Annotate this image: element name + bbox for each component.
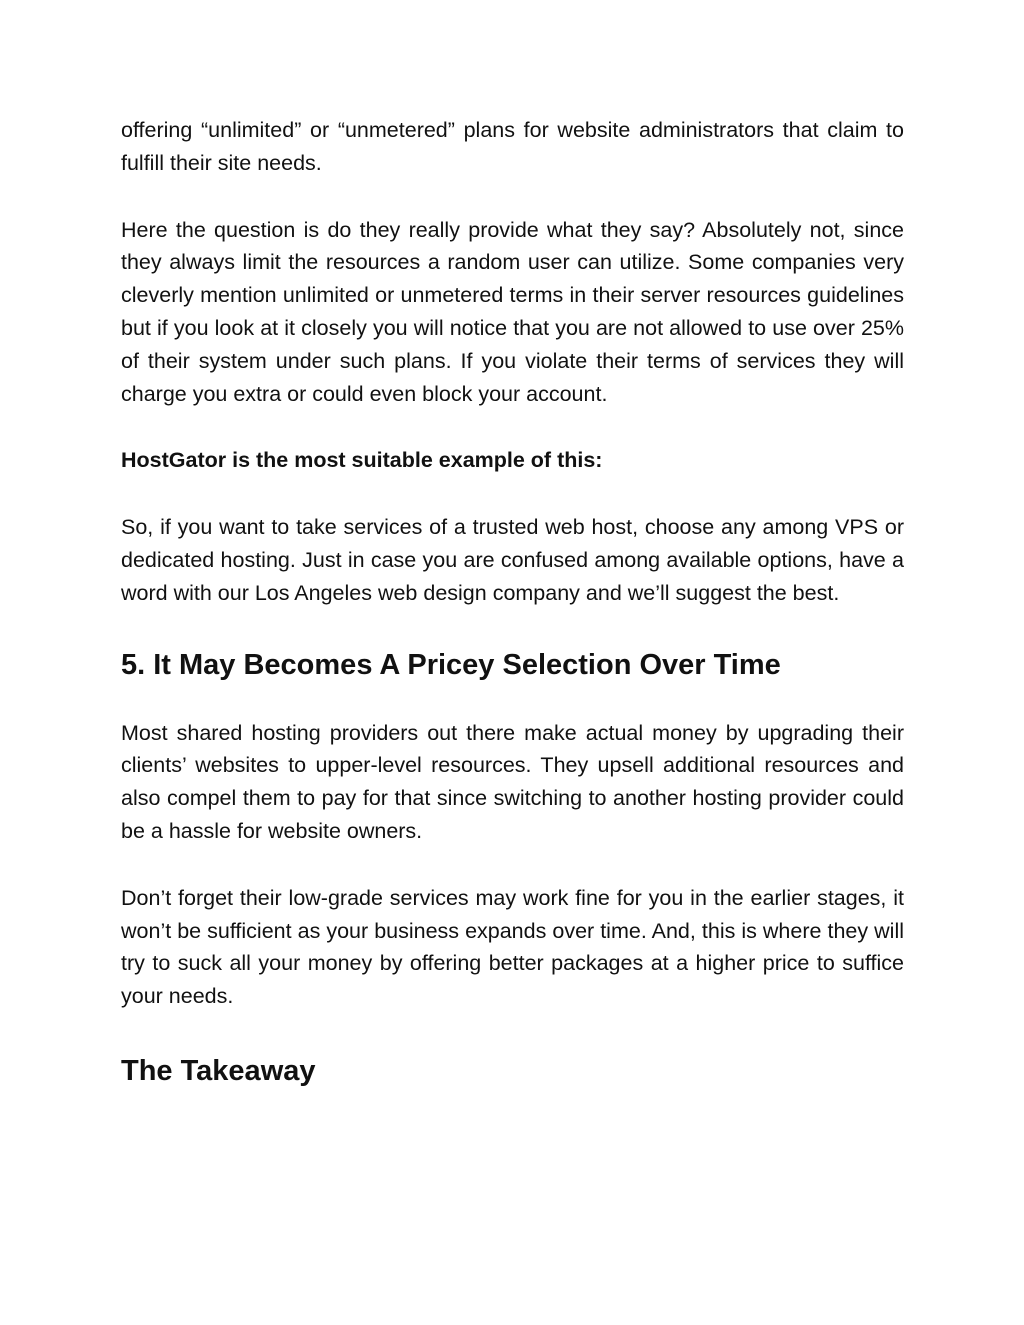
body-paragraph: Don’t forget their low-grade services may work fine for you in the earlier stages, it won’t be sufficient as your business expands over time. And, this is where they will try to suck all your money by offering better packages at a higher price to suffice your needs.: [121, 885, 904, 1009]
body-paragraph: Most shared hosting providers out there make actual money by upgrading their clients’ websites to upper-level resources. They upsell additional resources and also compel them to pay for that since switching to another hosting provider could be a hassle for website owners.: [121, 720, 904, 843]
body-paragraph: So, if you want to take services of a trusted web host, choose any among VPS or dedicated hosting. Just in case you are confused among available options, have a word with our Los Angeles web design company and we’ll suggest the best.: [121, 515, 904, 605]
section-heading: The Takeaway: [121, 1054, 316, 1087]
document-page: [121, 114, 904, 1091]
body-paragraph: Here the question is do they really provide what they say? Absolutely not, since they always limit the resources a random user can utilize. Some companies very cleverly mention unlimited or unmetered terms in their server resources guidelines but if you look at it closely you will notice that you are not allowed to use over 25% of their system under such plans. If you violate their terms of services they will charge you extra or could even block your account.: [121, 217, 904, 406]
section-heading: 5. It May Becomes A Pricey Selection Over Time: [121, 648, 781, 681]
body-paragraph: offering “unlimited” or “unmetered” plans for website administrators that claim to fulfill their site needs.: [121, 118, 904, 175]
bold-callout: HostGator is the most suitable example of this:: [121, 448, 603, 473]
